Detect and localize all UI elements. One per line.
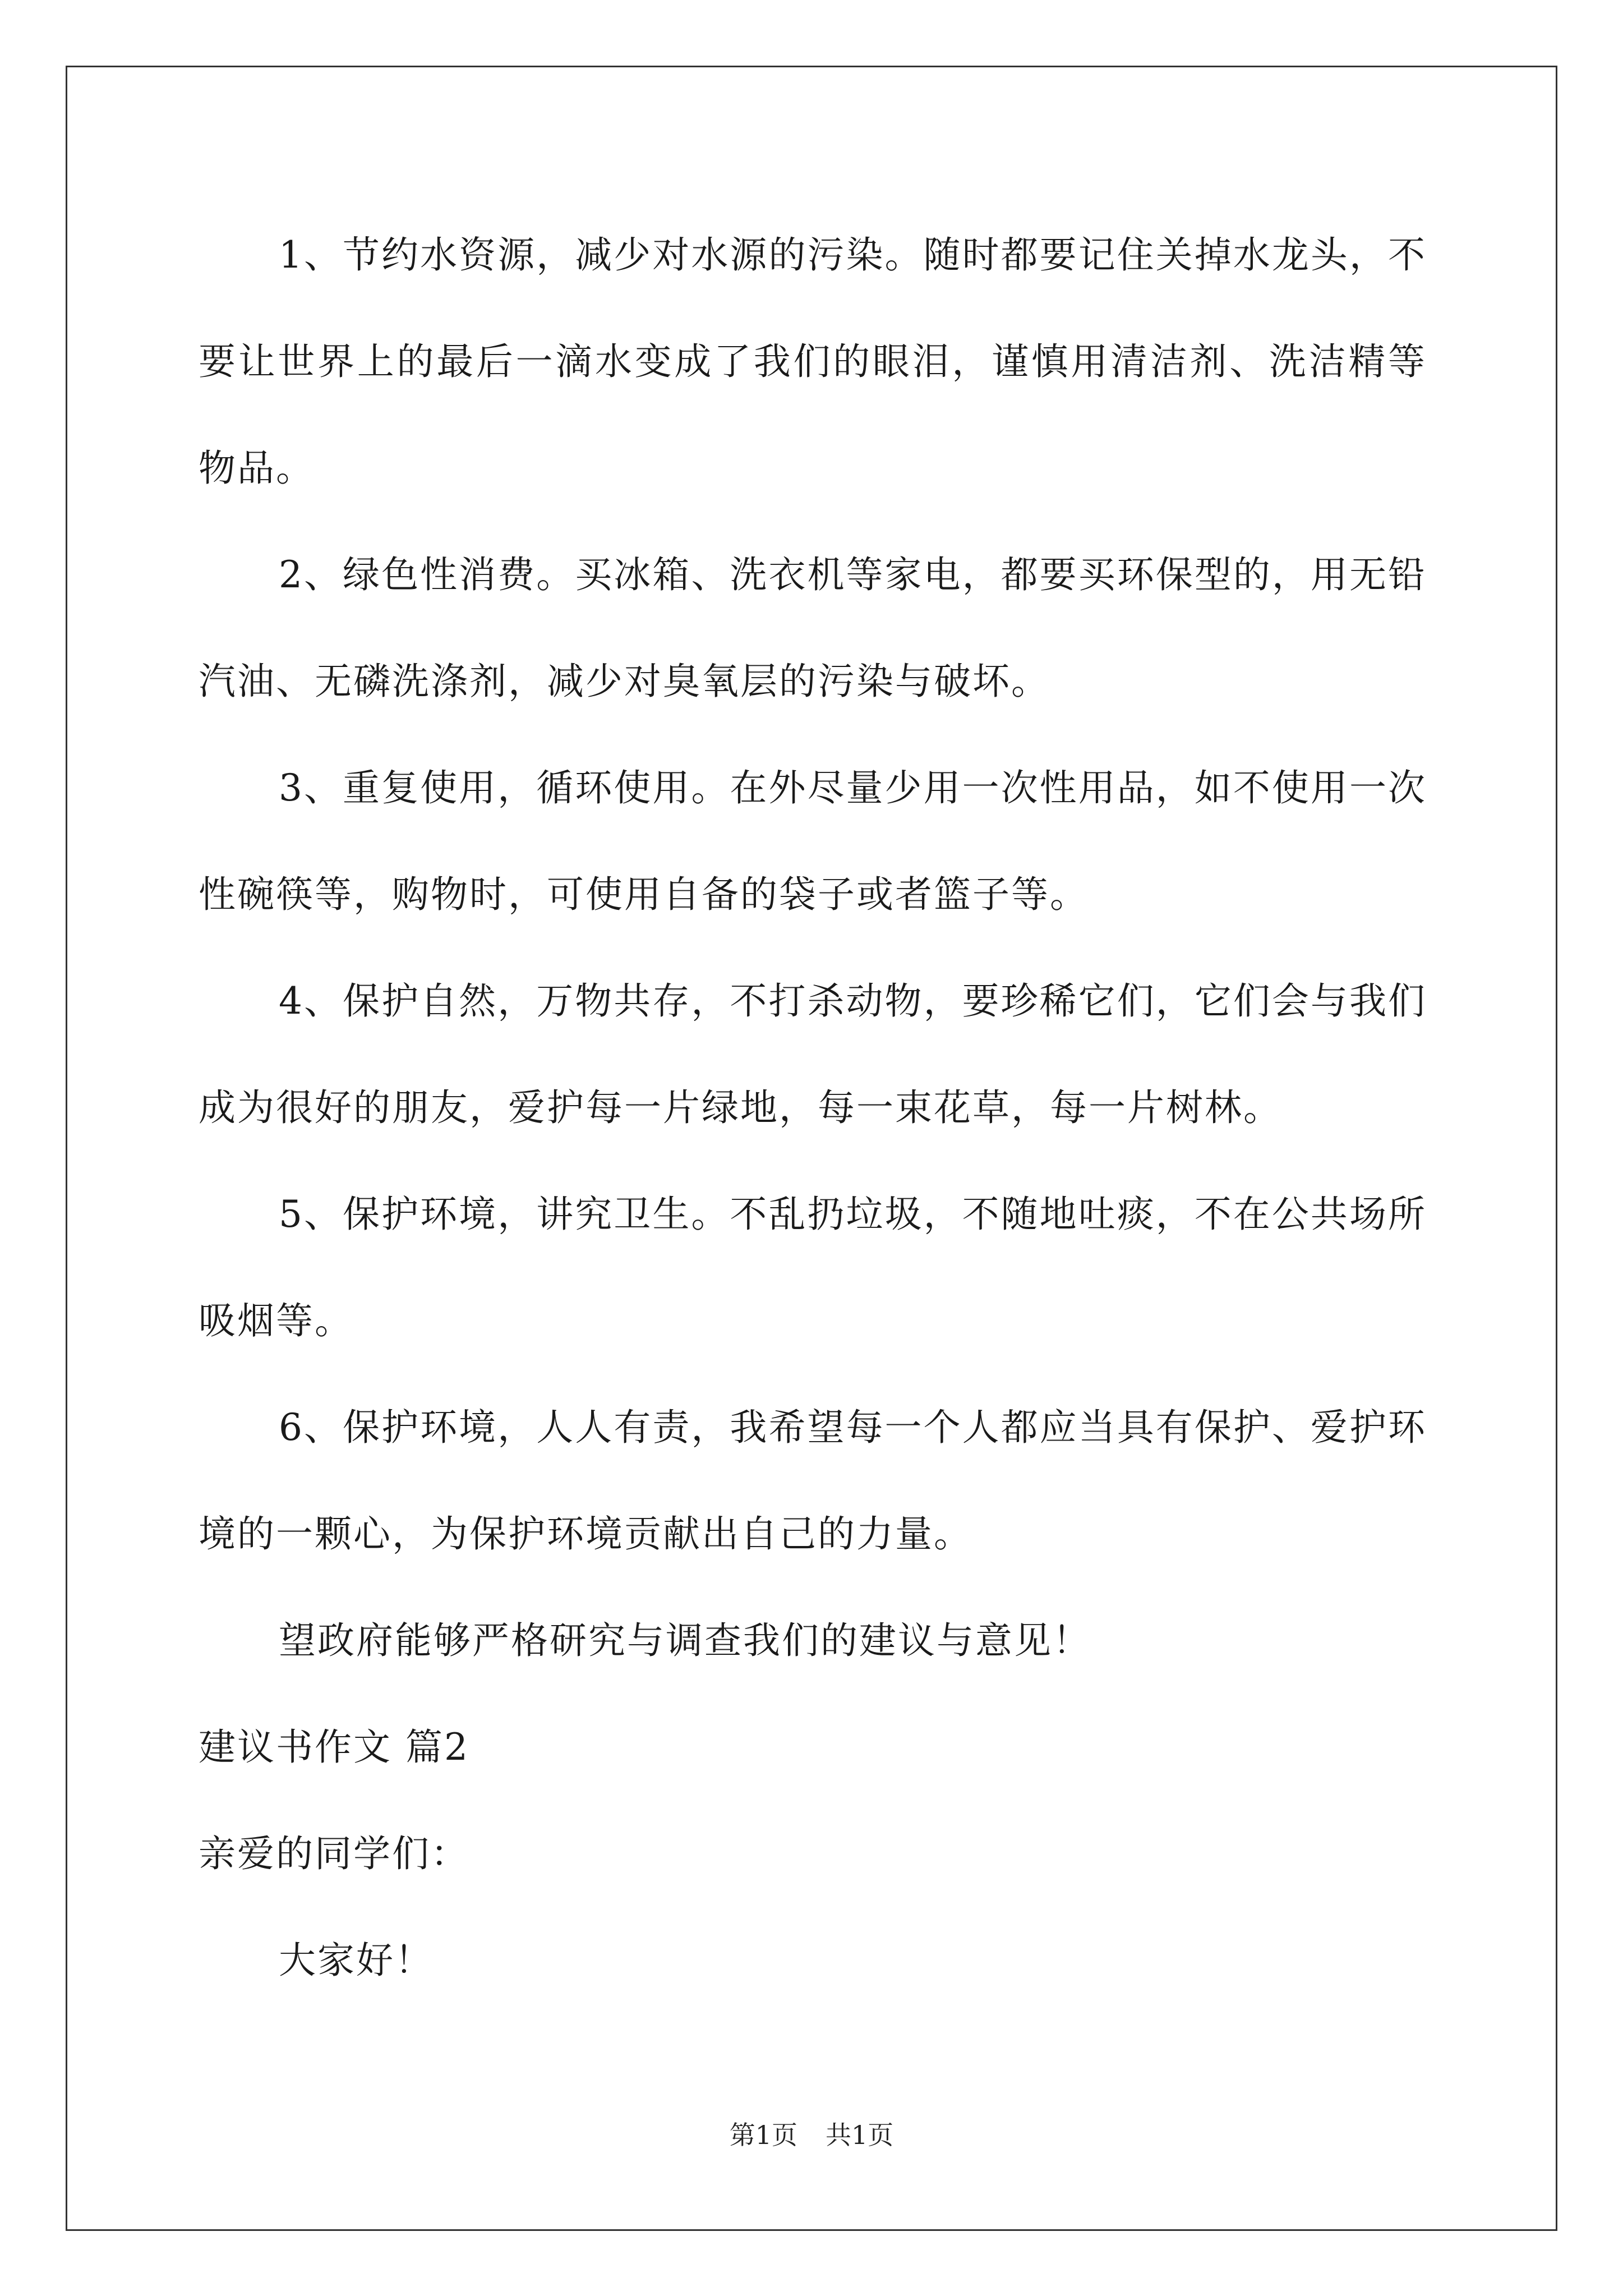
paragraph-6: 6、保护环境，人人有责，我希望每一个人都应当具有保护、爱护环境的一颗心，为保护环境贡献出自己的力量。 xyxy=(199,1406,1427,1556)
paragraph-4: 4、保护自然，万物共存，不打杀动物，要珍稀它们，它们会与我们成为很好的朋友，爱护每一片绿地，每一束花草，每一片树林。 xyxy=(199,979,1427,1129)
paragraph-closing: 望政府能够严格研究与调查我们的建议与意见！ xyxy=(279,1619,1091,1662)
paragraph-5: 5、保护环境，讲究卫生。不乱扔垃圾，不随地吐痰，不在公共场所吸烟等。 xyxy=(199,1193,1427,1342)
page-total: 共1页 xyxy=(826,2120,894,2150)
paragraph-1: 1、节约水资源，减少对水源的污染。随时都要记住关掉水龙头，不要让世界上的最后一滴水变成了我们的眼泪，谨慎用清洁剂、洗洁精等物品。 xyxy=(199,233,1427,490)
greeting: 大家好！ xyxy=(279,1939,434,1982)
section-heading: 建议书作文 篇2 xyxy=(199,1726,469,1769)
page-footer xyxy=(0,2118,1623,2152)
paragraph-2: 2、绿色性消费。买冰箱、洗衣机等家电，都要买环保型的，用无铅汽油、无磷洗涤剂，减少对臭氧层的污染与破坏。 xyxy=(199,553,1427,703)
document-body xyxy=(199,202,1427,2014)
paragraph-3: 3、重复使用，循环使用。在外尽量少用一次性用品，如不使用一次性碗筷等，购物时，可使用自备的袋子或者篮子等。 xyxy=(199,766,1427,916)
page-number: 第1页 xyxy=(729,2120,797,2150)
salutation: 亲爱的同学们： xyxy=(199,1832,469,1875)
